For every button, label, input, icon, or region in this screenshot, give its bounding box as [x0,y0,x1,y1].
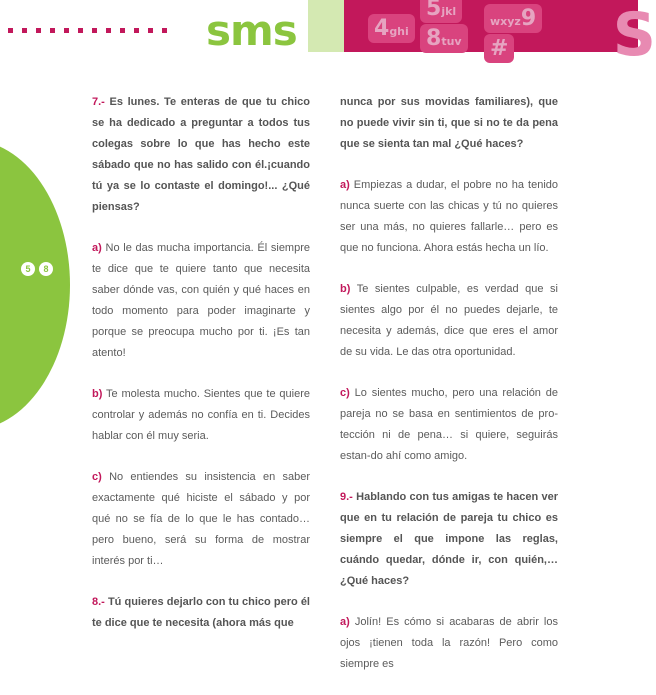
page-digit: 5 [21,262,35,276]
key-9: wxyz9 [484,4,542,33]
answer-7a: a) No le das mucha importancia. Él siempre te dice que te quiere tanto que necesita saber dónde vas, con quién y qué haces en todo momento para poder imaginarte y porque se preocupa mucho por ti. ¡Es tan atento! [92,242,310,359]
green-side-shape [0,140,70,430]
key-8: 8tuv [420,24,468,53]
right-column [340,92,558,695]
header [0,0,656,70]
answer-9a: a) Jolín! Es cómo si acabaras de abrir los ojos ¡tienen toda la razón! Pero como siempre es [340,616,558,670]
left-column [92,92,310,654]
answer-7c: c) No entiendes su insistencia en saber exactamente qué hiciste el sábado y por qué no se fía de lo que le has contado… pero bueno, será su forma de mostrar interés por ti… [92,471,310,567]
decorative-letter: S [612,0,656,70]
decorative-dots [8,28,167,33]
page-digit: 8 [39,262,53,276]
page-number [21,262,53,276]
key-4: 4ghi [368,14,415,43]
question-7: 7.- Es lunes. Te enteras de que tu chico se ha dedicado a preguntar a todos tus colegas sobre lo que has hecho este sábado que no has salido con él.¡cuando tú ya se lo contaste el domingo!... ¿Qué piensas? [92,96,310,213]
answer-8b: b) Te sientes culpable, es verdad que si sientes algo por él no puedes dejarle, te necesita y además, dice que eres el amor de su vida. Le das otra oportunidad. [340,283,559,358]
answer-8c: c) Lo sientes mucho, pero una relación de pareja no se basa en sentimientos de pro-tección ni de pena… si quiere, seguirás estan-do ahí como amigo. [340,387,559,462]
question-8: 8.- Tú quieres dejarlo con tu chico pero él te dice que te necesita (ahora más que [92,596,310,629]
phone-keys-banner [308,0,656,70]
key-5: 5jkl [420,0,462,23]
answer-8a: a) Empiezas a dudar, el pobre no ha tenido nunca suerte con las chicas y tú no quieres ser una más, no quieres fallarle… pero es que no funciona. Ahora estás hecha un lío. [340,179,558,254]
brand-logo: sms [206,6,297,55]
answer-7b: b) Te molesta mucho. Sientes que te quiere controlar y además no confía en ti. Decides hablar con él muy seria. [92,388,311,442]
question-9: 9.- Hablando con tus amigas te hacen ver que en tu relación de pareja tu chico es siempre el que impone las reglas, cuándo quedar, dónde ir, con quién,… ¿Qué haces? [340,491,558,587]
banner-band [308,0,344,52]
key-hash: # [484,34,514,63]
question-8-continued: nunca por sus movidas familiares), que no puede vivir sin ti, que si no te da pena que se sienta tan mal ¿Qué haces? [340,96,558,150]
